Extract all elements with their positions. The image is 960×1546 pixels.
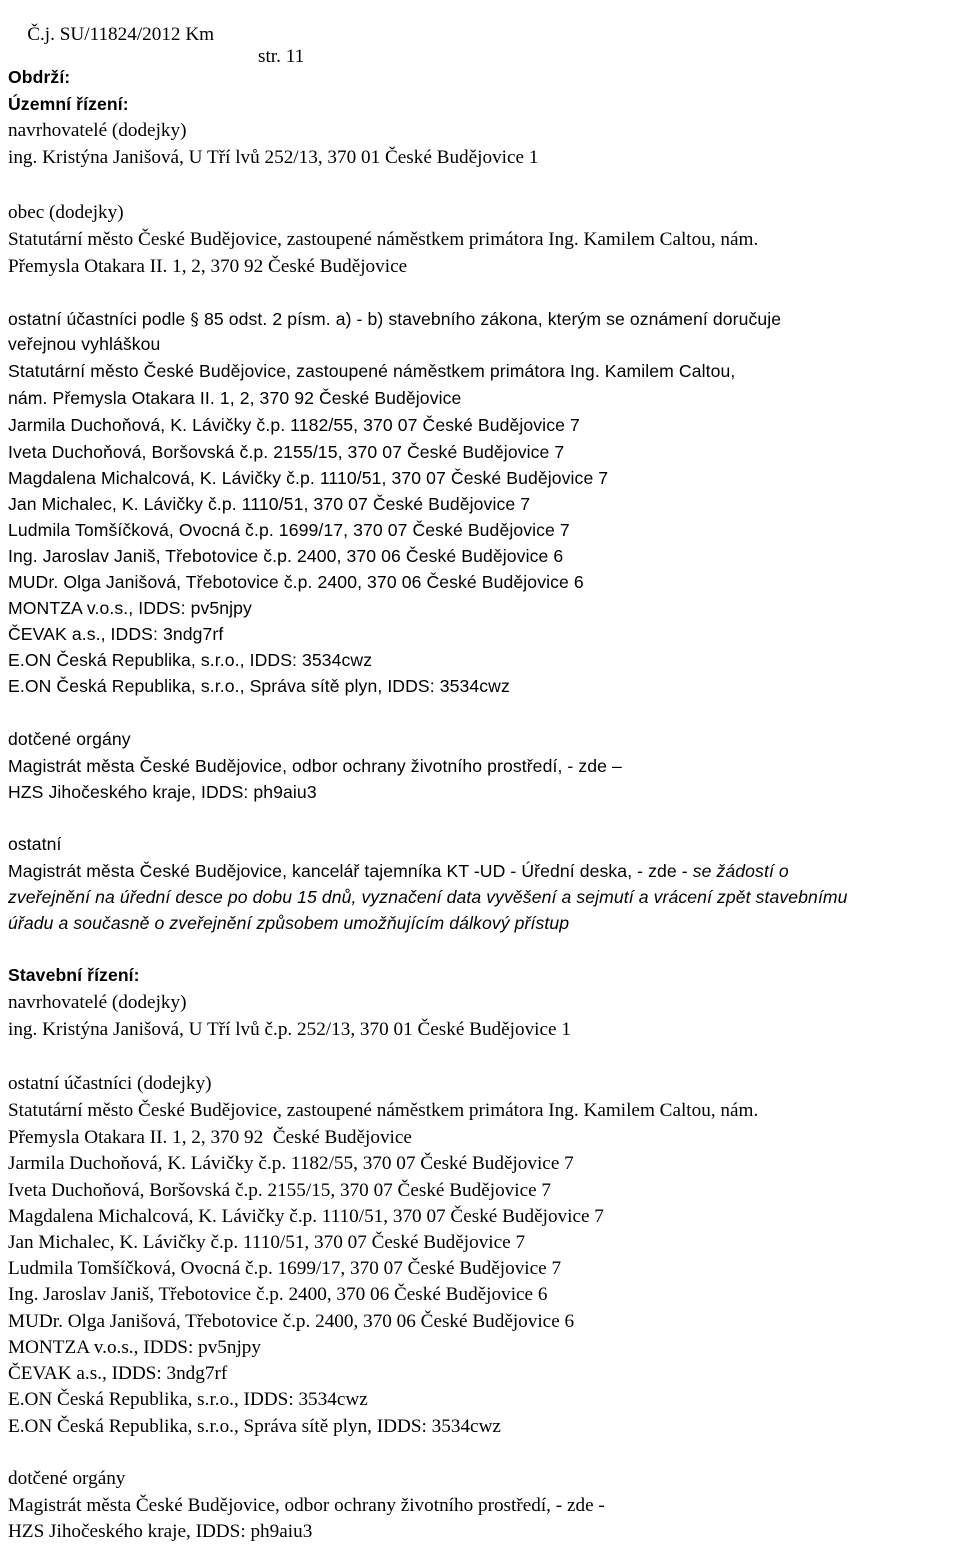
uzemni-dotceny-organ: HZS Jihočeského kraje, IDDS: ph9aiu3 [8, 782, 317, 802]
page-number: str. 11 [258, 46, 305, 67]
stavebni-dotcene-label: dotčené orgány [8, 1468, 126, 1489]
label-suffix: 85 odst. 2 písm. a) - b) stavebního zákona, kterým se oznámení doručuje [198, 309, 782, 329]
stavebni-ucastnik: MUDr. Olga Janišová, Třebotovice č.p. 2400, 370 06 České Budějovice 6 [8, 1311, 575, 1332]
uzemni-ostatni-ucastnici-label [8, 308, 781, 331]
stavebni-ucastnik: Přemysla Otakara II. 1, 2, 370 92 České Budějovice [8, 1127, 412, 1148]
stavebni-ostatni-ucastnici-label: ostatní účastníci (dodejky) [8, 1073, 212, 1094]
uzemni-ostatni-ucastnici-label-line2: veřejnou vyhláškou [8, 334, 161, 354]
stavebni-ucastnik: Magdalena Michalcová, K. Lávičky č.p. 1110/51, 370 07 České Budějovice 7 [8, 1206, 604, 1227]
stavebni-ucastnik: Ing. Jaroslav Janiš, Třebotovice č.p. 2400, 370 06 České Budějovice 6 [8, 1284, 548, 1305]
stavebni-ucastnik: MONTZA v.o.s., IDDS: pv5njpy [8, 1337, 261, 1358]
uzemni-ucastnik: MUDr. Olga Janišová, Třebotovice č.p. 2400, 370 06 České Budějovice 6 [8, 572, 584, 592]
paragraph-symbol: § [190, 310, 199, 330]
stavebni-ucastnik: E.ON Česká Republika, s.r.o., Správa sítě plyn, IDDS: 3534cwz [8, 1416, 501, 1437]
stavebni-navrhovatele-label: navrhovatelé (dodejky) [8, 992, 187, 1013]
uzemni-heading: Územní řízení: [8, 94, 129, 114]
stavebni-ucastnik: Iveta Duchoňová, Boršovská č.p. 2155/15, 370 07 České Budějovice 7 [8, 1180, 552, 1201]
stavebni-heading: Stavební řízení: [8, 965, 140, 985]
uzemni-navrhovatele-label: navrhovatelé (dodejky) [8, 120, 187, 141]
uzemni-ucastnik: Jarmila Duchoňová, K. Lávičky č.p. 1182/55, 370 07 České Budějovice 7 [8, 415, 580, 435]
uzemni-ucastnik: ČEVAK a.s., IDDS: 3ndg7rf [8, 624, 224, 644]
uzemni-dotcene-label: dotčené orgány [8, 729, 131, 749]
uzemni-ucastnik: Statutární město České Budějovice, zastoupené náměstkem primátora Ing. Kamilem Caltou, [8, 361, 736, 381]
uzemni-ucastnik: nám. Přemysla Otakara II. 1, 2, 370 92 České Budějovice [8, 388, 462, 408]
uzemni-ostatni-request-line: zveřejnění na úřední desce po dobu 15 dnů, vyznačení data vyvěšení a sejmutí a vrácení zpět stavebnímu [8, 887, 848, 907]
ostatni-request-text: se žádostí o [692, 861, 789, 881]
uzemni-ucastnik: Iveta Duchoňová, Boršovská č.p. 2155/15, 370 07 České Budějovice 7 [8, 442, 565, 462]
stavebni-ucastnik: E.ON Česká Republika, s.r.o., IDDS: 3534cwz [8, 1389, 368, 1410]
uzemni-ucastnik: MONTZA v.o.s., IDDS: pv5njpy [8, 598, 252, 618]
label-prefix: ostatní účastníci podle [8, 309, 191, 329]
uzemni-ostatni-request-line: úřadu a současně o zveřejnění způsobem umožňujícím dálkový přístup [8, 913, 570, 933]
uzemni-ostatni-line [8, 860, 789, 882]
uzemni-ucastnik: Ing. Jaroslav Janiš, Třebotovice č.p. 2400, 370 06 České Budějovice 6 [8, 546, 564, 566]
stavebni-dotceny-organ: Magistrát města České Budějovice, odbor ochrany životního prostředí, - zde - [8, 1495, 605, 1516]
uzemni-dotceny-organ: Magistrát města České Budějovice, odbor ochrany životního prostředí, - zde – [8, 756, 622, 776]
stavebni-ucastnik: ČEVAK a.s., IDDS: 3ndg7rf [8, 1363, 228, 1384]
uzemni-ucastnik: Ludmila Tomšíčková, Ovocná č.p. 1699/17, 370 07 České Budějovice 7 [8, 520, 570, 540]
uzemni-navrhovatel: ing. Kristýna Janišová, U Tří lvů 252/13, 370 01 České Budějovice 1 [8, 147, 539, 168]
uzemni-ucastnik: Jan Michalec, K. Lávičky č.p. 1110/51, 370 07 České Budějovice 7 [8, 494, 531, 514]
stavebni-ucastnik: Ludmila Tomšíčková, Ovocná č.p. 1699/17, 370 07 České Budějovice 7 [8, 1258, 562, 1279]
uzemni-ucastnik: E.ON Česká Republika, s.r.o., IDDS: 3534cwz [8, 650, 373, 670]
stavebni-navrhovatel: ing. Kristýna Janišová, U Tří lvů č.p. 252/13, 370 01 České Budějovice 1 [8, 1019, 571, 1040]
stavebni-ucastnik: Jarmila Duchoňová, K. Lávičky č.p. 1182/55, 370 07 České Budějovice 7 [8, 1153, 574, 1174]
uzemni-obec-line: Přemysla Otakara II. 1, 2, 370 92 České Budějovice [8, 256, 408, 277]
stavebni-dotceny-organ: HZS Jihočeského kraje, IDDS: ph9aiu3 [8, 1521, 313, 1542]
obdrzi-heading: Obdrží: [8, 67, 71, 87]
stavebni-ucastnik: Statutární město České Budějovice, zastoupené náměstkem primátora Ing. Kamilem Caltou, nám. [8, 1100, 759, 1121]
uzemni-ucastnik: E.ON Česká Republika, s.r.o., Správa sítě plyn, IDDS: 3534cwz [8, 676, 510, 696]
uzemni-obec-label: obec (dodejky) [8, 202, 124, 223]
ostatni-text: Magistrát města České Budějovice, kancelář tajemníka KT -UD - Úřední deska, - zde - [8, 861, 693, 881]
stavebni-ucastnik: Jan Michalec, K. Lávičky č.p. 1110/51, 370 07 České Budějovice 7 [8, 1232, 526, 1253]
uzemni-ucastnik: Magdalena Michalcová, K. Lávičky č.p. 1110/51, 370 07 České Budějovice 7 [8, 468, 609, 488]
reference-number: Č.j. SU/11824/2012 Km [27, 24, 215, 45]
uzemni-ostatni-label: ostatní [8, 834, 62, 854]
uzemni-obec-line: Statutární město České Budějovice, zastoupené náměstkem primátora Ing. Kamilem Caltou, nám. [8, 229, 759, 250]
